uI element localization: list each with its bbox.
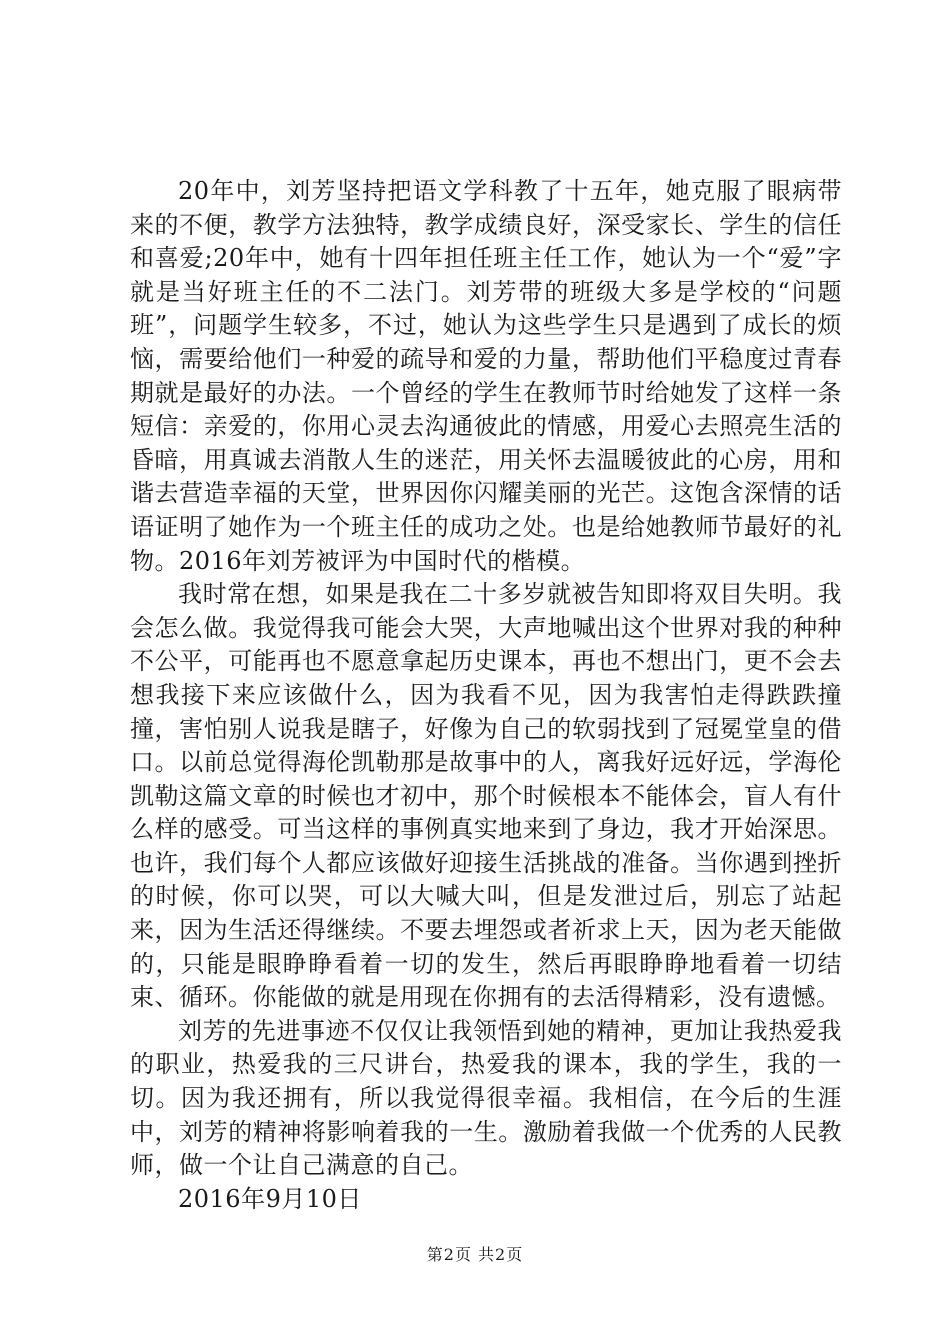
document-body — [130, 175, 842, 1216]
page-number-footer: 第2页 共2页 — [426, 1245, 524, 1264]
paragraph-1: 20年中，刘芳坚持把语文学科教了十五年，她克服了眼病带来的不便，教学方法独特，教学成绩良好，深受家长、学生的信任和喜爱;20年中，她有十四年担任班主任工作，她认为一个“爱”字就是当好班主任的不二法门。刘芳带的班级大多是学校的“问题班”，问题学生较多，不过，她认为这些学生只是遇到了成长的烦恼，需要给他们一种爱的疏导和爱的力量，帮助他们平稳度过青春期就是最好的办法。一个曾经的学生在教师节时给她发了这样一条短信：亲爱的，你用心灵去沟通彼此的情感，用爱心去照亮生活的昏暗，用真诚去消散人生的迷茫，用关怀去温暖彼此的心房，用和谐去营造幸福的天堂，世界因你闪耀美丽的光芒。这饱含深情的话语证明了她作为一个班主任的成功之处。也是给她教师节最好的礼物。2016年刘芳被评为中国时代的楷模。 — [130, 177, 842, 575]
paragraph-2: 我时常在想，如果是我在二十多岁就被告知即将双目失明。我会怎么做。我觉得我可能会大哭，大声地喊出这个世界对我的种种不公平，可能再也不愿意拿起历史课本，再也不想出门，更不会去想我接下来应该做什么，因为我看不见，因为我害怕走得跌跌撞撞，害怕别人说我是瞎子，好像为自己的软弱找到了冠冕堂皇的借口。以前总觉得海伦凯勒那是故事中的人，离我好远好远，学海伦凯勒这篇文章的时候也才初中，那个时候根本不能体会，盲人有什么样的感受。可当这样的事例真实地来到了身边，我才开始深思。也许，我们每个人都应该做好迎接生活挑战的准备。当你遇到挫折的时候，你可以哭，可以大喊大叫，但是发泄过后，别忘了站起来，因为生活还得继续。不要去埋怨或者祈求上天，因为老天能做的，只能是眼睁睁看着一切的发生，然后再眼睁睁地看着一切结束、循环。你能做的就是用现在你拥有的去活得精彩，没有遗憾。 — [130, 580, 842, 1012]
paragraph-3: 刘芳的先进事迹不仅仅让我领悟到她的精神，更加让我热爱我的职业，热爱我的三尺讲台，热爱我的课本，我的学生，我的一切。因为我还拥有，所以我觉得很幸福。我相信，在今后的生涯中，刘芳的精神将影响着我的一生。激励着我做一个优秀的人民教师，做一个让自己满意的自己。 — [130, 1016, 842, 1180]
document-date: 2016年9月10日 — [178, 1184, 362, 1213]
